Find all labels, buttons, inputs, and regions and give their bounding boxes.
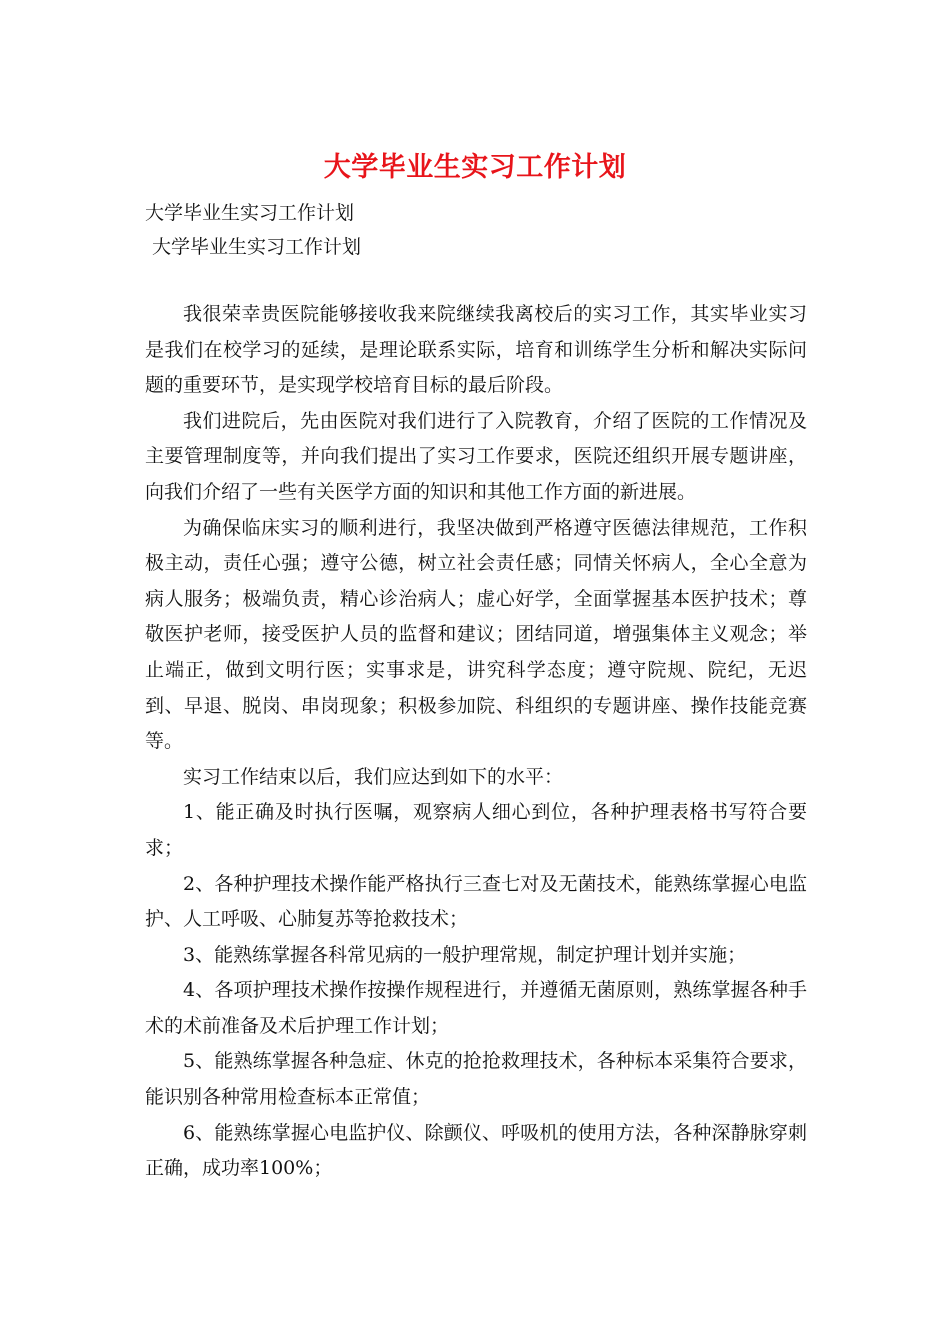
document-title: 大学毕业生实习工作计划 <box>323 152 627 183</box>
list-item: 6、能熟练掌握心电监护仪、除颤仪、呼吸机的使用方法，各种深静脉穿刺正确，成功率100%； <box>145 1121 807 1180</box>
paragraph: 我们进院后，先由医院对我们进行了入院教育，介绍了医院的工作情况及主要管理制度等，并向我们提出了实习工作要求，医院还组织开展专题讲座，向我们介绍了一些有关医学方面的知识和其他工作方面的新进展。 <box>145 409 807 503</box>
paragraph: 我很荣幸贵医院能够接收我来院继续我离校后的实习工作，其实毕业实习是我们在校学习的延续，是理论联系实际，培育和训练学生分析和解决实际问题的重要环节，是实现学校培育目标的最后阶段。 <box>145 303 807 397</box>
document-body <box>145 297 807 1187</box>
list-item: 5、能熟练掌握各种急症、休克的抢抢救理技术，各种标本采集符合要求，能识别各种常用检查标本正常值； <box>145 1050 807 1109</box>
document-subtitle-repeat: 大学毕业生实习工作计划 <box>152 236 362 258</box>
list-item: 1、能正确及时执行医嘱，观察病人细心到位，各种护理表格书写符合要求； <box>145 801 807 859</box>
paragraph: 为确保临床实习的顺利进行，我坚决做到严格遵守医德法律规范，工作积极主动，责任心强；遵守公德，树立社会责任感；同情关怀病人，全心全意为病人服务；极端负责，精心诊治病人；虚心好学，全面掌握基本医护技术；尊敬医护老师，接受医护人员的监督和建议；团结同道，增强集体主义观念；举止端正，做到文明行医；实事求是，讲究科学态度；遵守院规、院纪，无迟到、早退、脱岗、串岗现象；积极参加院、科组织的专题讲座、操作技能竞赛等。 <box>145 516 807 753</box>
list-item: 4、各项护理技术操作按操作规程进行，并遵循无菌原则，熟练掌握各种手术的术前准备及术后护理工作计划； <box>145 979 807 1037</box>
document-subtitle: 大学毕业生实习工作计划 <box>145 202 355 224</box>
paragraph: 实习工作结束以后，我们应达到如下的水平： <box>183 765 564 788</box>
list-item: 2、各种护理技术操作能严格执行三查七对及无菌技术，能熟练掌握心电监护、人工呼吸、心肺复苏等抢救技术； <box>145 872 807 931</box>
list-item: 3、能熟练掌握各科常见病的一般护理常规，制定护理计划并实施； <box>183 943 747 966</box>
